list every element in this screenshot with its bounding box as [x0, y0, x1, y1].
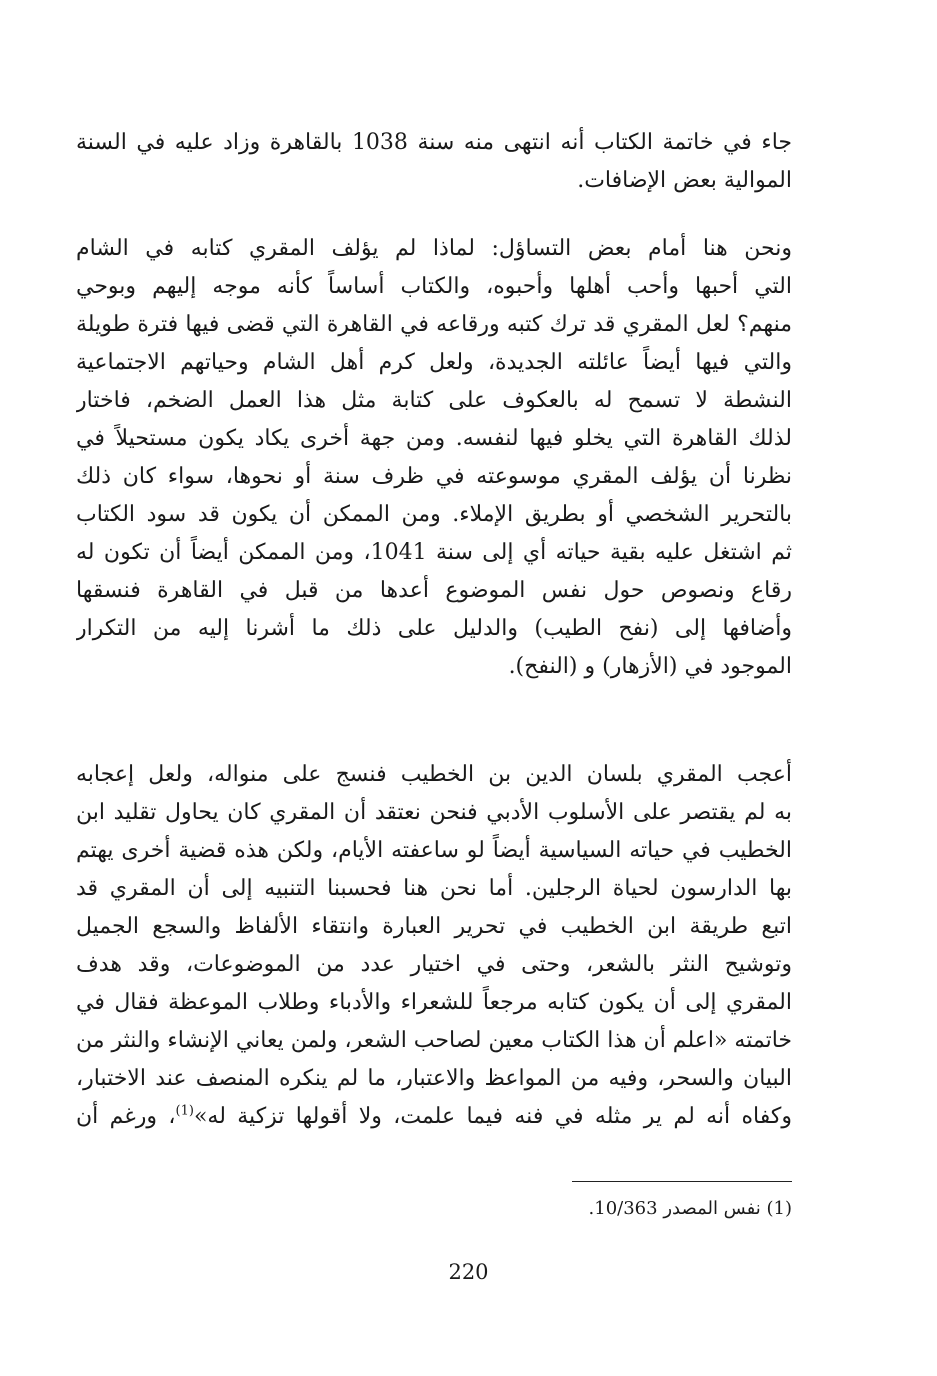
text-line: وتوشيح النثر بالشعر، وحتى في اختيار عدد من الموضوعات، وقد هدف — [76, 952, 792, 977]
text-line: المقري إلى أن يكون كتابه مرجعاً للشعراء والأدباء وطلاب الموعظة فقال في — [76, 990, 792, 1015]
text-line: ثم اشتغل عليه بقية حياته أي إلى سنة 1041، ومن الممكن أيضاً أن تكون له — [76, 540, 792, 565]
text-line: أعجب المقري بلسان الدين بن الخطيب فنسج على منواله، ولعل إعجابه — [76, 762, 792, 787]
footnote-divider — [572, 1181, 792, 1182]
text-line: التي أحبها وأحب أهلها وأحبوه، والكتاب أساساً كأنه موجه إليهم وبوحي — [76, 274, 792, 299]
paragraph-1 — [76, 124, 792, 200]
text-line: الخطيب في حياته السياسية أيضاً لو ساعفته الأيام، ولكن هذه قضية أخرى يهتم — [76, 838, 792, 863]
text-line: منهم؟ لعل المقري قد ترك كتبه ورقاعه في القاهرة التي قضى فيها فترة طويلة — [76, 312, 792, 337]
text-line: ونحن هنا أمام بعض التساؤل: لماذا لم يؤلف المقري كتابه في الشام — [76, 236, 792, 261]
text-segment: ، ورغم أن — [76, 1104, 176, 1129]
text-line: رقاع ونصوص حول نفس الموضوع أعدها من قبل في القاهرة فنسقها — [76, 578, 792, 603]
footnote — [589, 1196, 792, 1222]
text-line: وأضافها إلى (نفح الطيب) والدليل على ذلك ما أشرنا إليه من التكرار — [76, 616, 792, 641]
text-line: النشطة لا تسمح له بالعكوف على كتابة مثل هذا العمل الضخم، فاختار — [76, 388, 792, 413]
paragraph-3 — [76, 756, 792, 1136]
text-line: لذلك القاهرة التي يخلو فيها لنفسه. ومن جهة أخرى يكاد يكون مستحيلاً في — [76, 426, 792, 451]
text-line-with-footnote-ref — [76, 1098, 792, 1136]
paragraph-2 — [76, 230, 792, 686]
text-line: اتبع طريقة ابن الخطيب في تحرير العبارة وانتقاء الألفاظ والسجع الجميل — [76, 914, 792, 939]
footnote-marker: (1) — [766, 1198, 792, 1219]
text-line: الموالية بعض الإضافات. — [577, 168, 792, 193]
page-number: 220 — [448, 1260, 489, 1284]
text-line: خاتمته «اعلم أن هذا الكتاب معين لصاحب الشعر، ولمن يعاني الإنشاء والنثر من — [76, 1028, 792, 1053]
text-line: به لم يقتصر على الأسلوب الأدبي فنحن نعتقد أن المقري كان يحاول تقليد ابن — [76, 800, 792, 825]
text-line: الموجود في (الأزهار) و (النفح). — [508, 654, 792, 679]
text-line: نظرنا أن يؤلف المقري موسوعته في ظرف سنة أو نحوها، سواء كان ذلك — [76, 464, 792, 489]
text-line: بها الدارسون لحياة الرجلين. أما نحن هنا فحسبنا التنبيه إلى أن المقري قد — [76, 876, 792, 901]
text-segment: وكفاه أنه لم ير مثله في فنه فيما علمت، ولا أقولها تزكية له» — [193, 1104, 792, 1129]
text-line: والتي فيها أيضاً عائلته الجديدة، ولعل كرم أهل الشام وحياتهم الاجتماعية — [76, 350, 792, 375]
text-line: البيان والسحر، وفيه من المواعظ والاعتبار، ما لم ينكره المنصف عند الاختبار، — [76, 1066, 792, 1091]
text-line: جاء في خاتمة الكتاب أنه انتهى منه سنة 1038 بالقاهرة وزاد عليه في السنة — [76, 130, 792, 155]
footnote-reference: (1) — [175, 1103, 194, 1119]
footnote-text: نفس المصدر 10/363. — [588, 1198, 761, 1219]
text-line: بالتحرير الشخصي أو بطريق الإملاء. ومن الممكن أن يكون قد سود الكتاب — [76, 502, 792, 527]
